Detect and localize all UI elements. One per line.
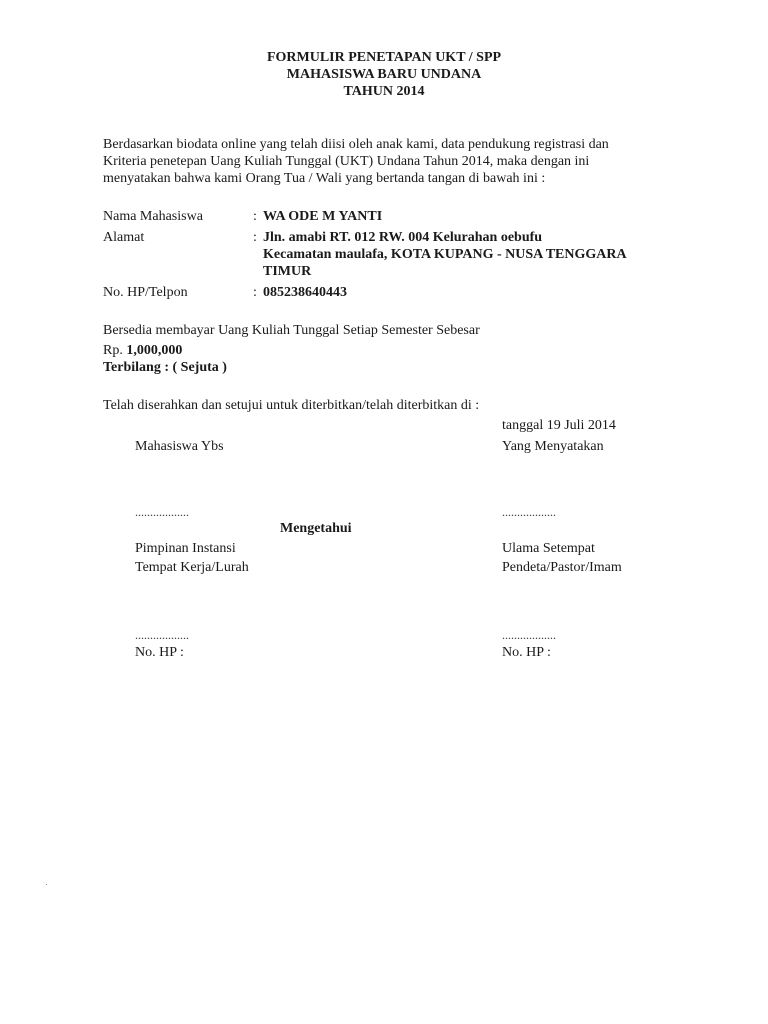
title-line-2: MAHASISWA BARU UNDANA — [286, 67, 482, 82]
institution-phone-label: No. HP : — [135, 645, 184, 660]
name-colon: : — [253, 209, 257, 224]
signing-date: tanggal 19 Juli 2014 — [502, 418, 616, 433]
address-label: Alamat — [103, 230, 145, 245]
form-title — [0, 49, 768, 100]
intro-line-3: menyatakan bahwa kami Orang Tua / Wali yang bertanda tangan di bawah ini : — [103, 171, 546, 186]
acknowledge-heading: Mengetahui — [280, 521, 352, 536]
religious-phone-label: No. HP : — [502, 645, 551, 660]
phone-label: No. HP/Telpon — [103, 285, 188, 300]
phone-value: 085238640443 — [263, 285, 347, 300]
religious-signature-line: .................. — [502, 628, 556, 642]
institution-label-line-2: Tempat Kerja/Lurah — [135, 560, 249, 575]
title-line-1: FORMULIR PENETAPAN UKT / SPP — [266, 50, 502, 65]
title-line-3: TAHUN 2014 — [343, 84, 425, 99]
intro-line-2: Kriteria penetepan Uang Kuliah Tunggal (UKT) Undana Tahun 2014, maka dengan ini — [103, 154, 590, 169]
scan-speck — [46, 884, 47, 885]
amount-value: 1,000,000 — [126, 343, 183, 358]
institution-signature-line: .................. — [135, 628, 189, 642]
address-line-3: TIMUR — [263, 264, 312, 279]
name-label: Nama Mahasiswa — [103, 209, 203, 224]
religious-label-line-2: Pendeta/Pastor/Imam — [502, 560, 622, 575]
payment-amount-line — [103, 342, 182, 360]
intro-line-1: Berdasarkan biodata online yang telah diisi oleh anak kami, data pendukung registrasi dan — [103, 137, 609, 152]
payment-statement: Bersedia membayar Uang Kuliah Tunggal Setiap Semester Sebesar — [103, 323, 480, 338]
handover-statement: Telah diserahkan dan setujui untuk diterbitkan/telah diterbitkan di : — [103, 398, 480, 413]
intro-paragraph — [103, 136, 683, 187]
currency-label: Rp. — [103, 343, 123, 358]
address-line-2: Kecamatan maulafa, KOTA KUPANG - NUSA TENGGARA — [263, 247, 627, 262]
student-signature-label: Mahasiswa Ybs — [135, 439, 224, 454]
religious-label-line-1: Ulama Setempat — [502, 541, 595, 556]
institution-label-line-1: Pimpinan Instansi — [135, 541, 236, 556]
address-colon: : — [253, 230, 257, 245]
address-line-1: Jln. amabi RT. 012 RW. 004 Kelurahan oebufu — [263, 230, 543, 245]
student-signature-line: .................. — [135, 505, 189, 519]
name-value: WA ODE M YANTI — [263, 209, 383, 224]
phone-colon: : — [253, 285, 257, 300]
amount-spelled: Terbilang : ( Sejuta ) — [103, 360, 227, 375]
declarant-signature-line: .................. — [502, 505, 556, 519]
declarant-signature-label: Yang Menyatakan — [502, 439, 604, 454]
